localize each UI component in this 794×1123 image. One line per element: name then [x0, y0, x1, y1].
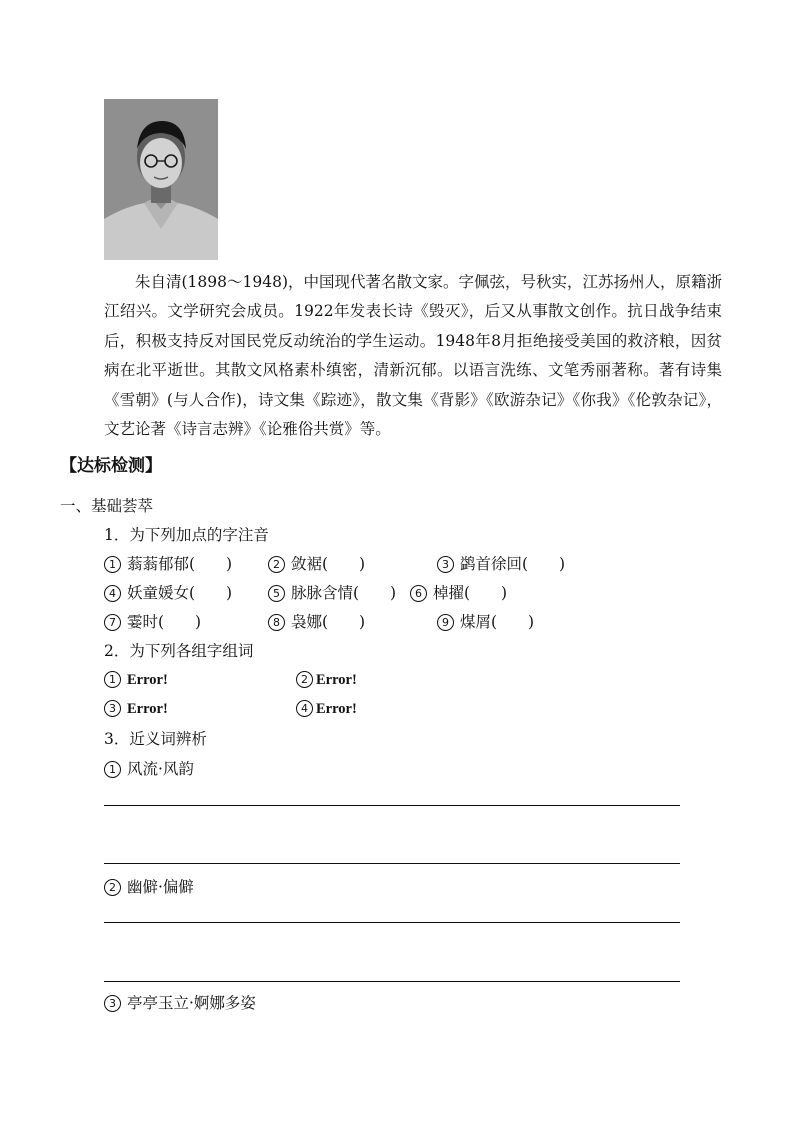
item-number-circle: 1 — [104, 671, 121, 688]
q2-item — [296, 670, 357, 689]
bio-paragraph: 朱自清(1898～1948)，中国现代著名散文家。字佩弦，号秋实，江苏扬州人，原籍浙江绍兴。文学研究会成员。1922年发表长诗《毁灭》，后又从事散文创作。抗日战争结束后，积极支持反对国民党反动统治的学生运动。1948年8月拒绝接受美国的救济粮，因贫病在北平逝世。其散文风格素朴缜密，清新沉郁。以语言洗练、文笔秀丽著称。著有诗集《雪朝》(与人合作)，诗文集《踪迹》，散文集《背影》《欧游杂记》《你我》《伦敦杂记》，文艺论著《诗言志辨》《论雅俗共赏》等。 — [104, 273, 722, 439]
q2-item — [296, 699, 357, 718]
q1-item-text: 敛裾( ) — [291, 555, 366, 573]
item-number-circle: 1 — [104, 761, 121, 778]
q2-item — [104, 699, 168, 718]
q1-item — [104, 610, 201, 632]
item-number-circle: 2 — [268, 556, 285, 573]
answer-line[interactable] — [104, 922, 680, 923]
q2-item-text: Error! — [316, 701, 357, 717]
item-number-circle: 3 — [104, 995, 121, 1012]
q1-item — [104, 552, 232, 574]
item-number-circle: 9 — [437, 614, 454, 631]
q1-item-text: 妖童媛女( ) — [127, 584, 233, 602]
q1-item — [268, 552, 365, 574]
q1-item — [437, 610, 534, 632]
q2-title: 2．为下列各组字组词 — [104, 642, 254, 660]
item-number-circle: 1 — [104, 556, 121, 573]
q1-item — [410, 581, 507, 603]
author-biography — [104, 268, 722, 444]
q2-item-text: Error! — [316, 672, 357, 688]
q1-item-text: 霎时( ) — [127, 613, 202, 631]
q2-item-text: Error! — [127, 672, 168, 688]
item-number-circle: 6 — [410, 585, 427, 602]
portrait-image — [104, 99, 218, 260]
answer-line[interactable] — [104, 863, 680, 864]
q3-item-text: 风流·风韵 — [127, 760, 194, 778]
q1-item-text: 煤屑( ) — [460, 613, 535, 631]
item-number-circle: 4 — [104, 585, 121, 602]
item-number-circle: 2 — [296, 671, 313, 688]
answer-line[interactable] — [104, 805, 680, 806]
q3-item-text: 幽僻·偏僻 — [127, 878, 194, 896]
item-number-circle: 4 — [296, 700, 313, 717]
author-portrait — [104, 99, 218, 260]
q1-item-text: 脉脉含情( ) — [291, 584, 397, 602]
q1-item-text: 棹擢( ) — [433, 584, 508, 602]
q1-title: 1．为下列加点的字注音 — [104, 526, 269, 544]
q2-item — [104, 670, 168, 689]
item-number-circle: 3 — [104, 700, 121, 717]
q3-title: 3．近义词辨析 — [104, 730, 207, 748]
q1-item — [268, 581, 396, 603]
section-title: 【达标检测】 — [60, 456, 162, 476]
item-number-circle: 8 — [268, 614, 285, 631]
q1-item — [104, 581, 232, 603]
item-number-circle: 3 — [437, 556, 454, 573]
q3-item-text: 亭亭玉立·婀娜多姿 — [127, 994, 256, 1012]
item-number-circle: 2 — [104, 879, 121, 896]
q1-item — [268, 610, 365, 632]
item-number-circle: 7 — [104, 614, 121, 631]
q1-item — [437, 552, 565, 574]
q3-item — [104, 991, 256, 1013]
part1-title: 一、基础荟萃 — [60, 497, 154, 515]
q3-item — [104, 875, 194, 897]
q2-item-text: Error! — [127, 701, 168, 717]
q1-item-text: 蓊蓊郁郁( ) — [127, 555, 233, 573]
q3-item — [104, 757, 194, 779]
answer-line[interactable] — [104, 981, 680, 982]
item-number-circle: 5 — [268, 585, 285, 602]
q1-item-text: 袅娜( ) — [291, 613, 366, 631]
q1-item-text: 鹢首徐回( ) — [460, 555, 566, 573]
